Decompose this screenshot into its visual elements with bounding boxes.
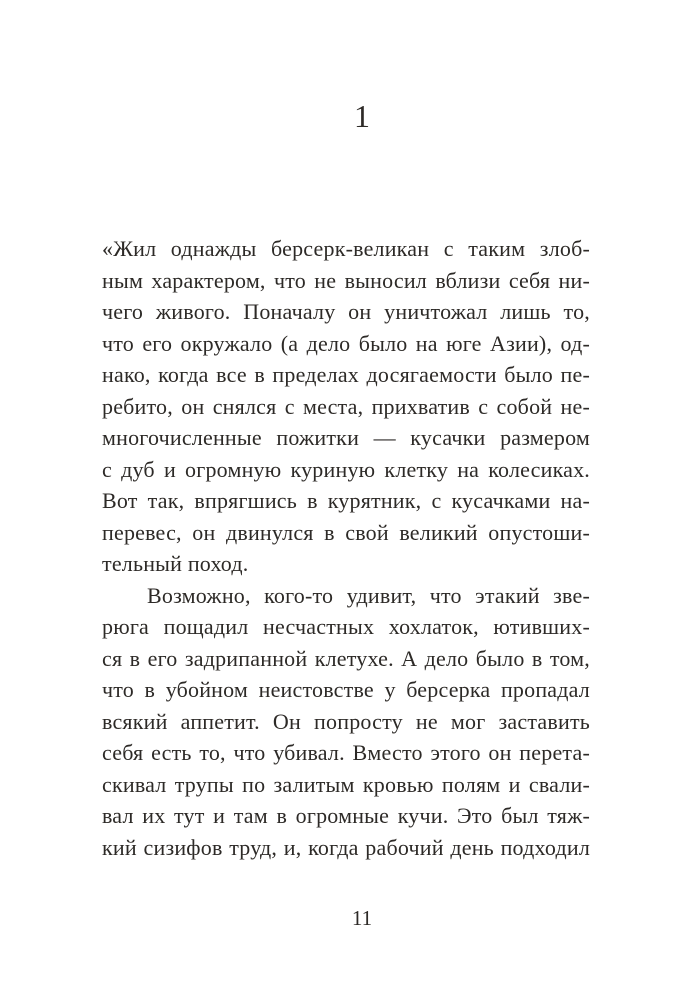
text-line: что его окружало (а дело было на юге Азии), од- [102, 330, 590, 356]
chapter-number: 1 [354, 98, 370, 134]
text-line: что в убойном неистовстве у берсерка пропадал [102, 677, 590, 702]
text-line: «Жил однажды берсерк-великан с таким злоб- [102, 236, 590, 261]
text-line: ся в его задрипанной клетухе. А дело было в том, [102, 645, 590, 671]
text-line: с дуб и огромную куриную клетку на колесиках. [102, 456, 590, 482]
text-line: рюга пощадил несчастных хохлаток, ютивших- [102, 614, 590, 639]
text-line: кий сизифов труд, и, когда рабочий день подходил [102, 834, 590, 860]
text-line: себя есть то, что убивал. Вместо этого он перета- [102, 740, 590, 765]
text-line: ребито, он снялся с места, прихватив с собой не- [102, 393, 590, 419]
text-line: Вот так, впрягшись в курятник, с кусачками на- [102, 488, 590, 513]
text-line: тельный поход. [102, 551, 249, 576]
paragraph-1 [102, 233, 590, 580]
text-line: скивал трупы по залитым кровью полям и свали- [102, 771, 590, 797]
text-line: нако, когда все в пределах досягаемости было пе- [102, 362, 590, 387]
text-line: вал их тут и там в огромные кучи. Это был тяж- [102, 803, 590, 828]
body-text [102, 233, 590, 863]
page-number: 11 [351, 906, 373, 930]
text-line: всякий аппетит. Он попросту не мог заставить [102, 708, 590, 734]
text-line: чего живого. Поначалу он уничтожал лишь то, [102, 299, 590, 324]
text-line: Возможно, кого-то удивит, что этакий зве- [147, 582, 590, 608]
text-line: ным характером, что не выносил вблизи себя ни- [102, 267, 590, 293]
text-line: перевес, он двинулся в свой великий опустоши- [102, 519, 590, 545]
text-line: многочисленные пожитки — кусачки размером [102, 425, 590, 450]
paragraph-2 [102, 580, 590, 864]
